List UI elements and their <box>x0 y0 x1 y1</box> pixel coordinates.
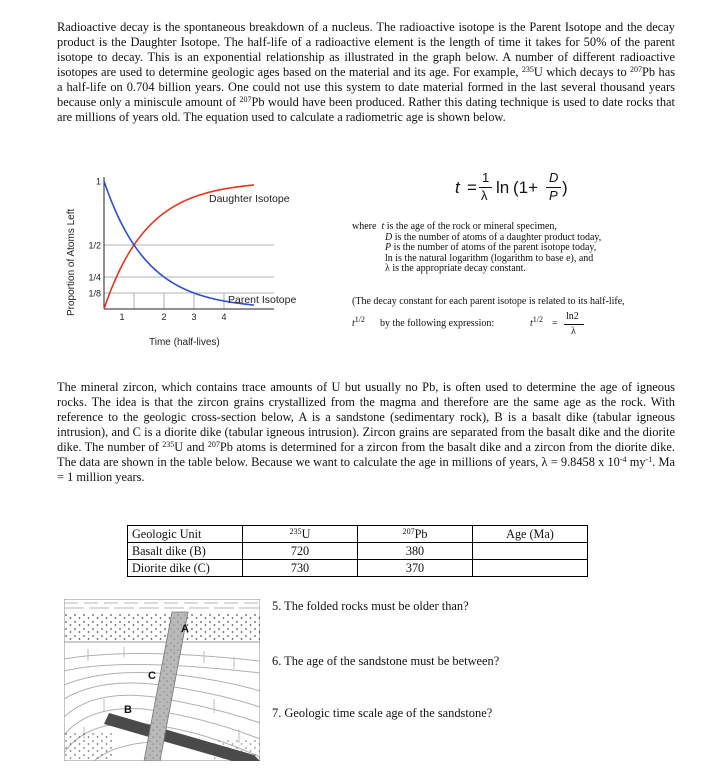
label-c: C <box>148 670 156 682</box>
x-tick-label: 1 <box>119 312 125 322</box>
eq-ln: ln <box>496 178 510 197</box>
question-7: 7. Geologic time scale age of the sandstone? <box>272 706 493 720</box>
cell-pb207: 370 <box>358 560 473 577</box>
cell-pb207: 380 <box>358 543 473 560</box>
cell-age[interactable] <box>473 560 588 577</box>
legend-parent-isotope: Parent Isotope <box>228 294 297 306</box>
x-tick-label: 3 <box>191 312 197 322</box>
y-tick-label: 1/8 <box>88 288 101 299</box>
y-tick-label: 1/2 <box>88 240 101 251</box>
label-a: A <box>181 623 189 635</box>
header-age: Age (Ma) <box>473 526 588 543</box>
legend-daughter-isotope: Daughter Isotope <box>209 193 290 205</box>
eq-lambda: λ <box>481 188 488 203</box>
header-geologic-unit: Geologic Unit <box>128 526 243 543</box>
eq-open: (1+ <box>513 178 539 197</box>
eq-num1: 1 <box>482 170 490 185</box>
header-u235: $^{235}$U <box>243 526 358 543</box>
y-tick-label: 1/4 <box>88 272 101 283</box>
table-row <box>128 543 588 560</box>
label-b: B <box>124 704 132 716</box>
x-tick-label: 4 <box>221 312 227 322</box>
eq-close: ) <box>562 178 568 197</box>
table-row <box>128 560 588 577</box>
question-5: 5. The folded rocks must be older than? <box>272 599 469 613</box>
cell-age[interactable] <box>473 543 588 560</box>
eq-t: t <box>455 178 460 197</box>
cell-u235: 720 <box>243 543 358 560</box>
cell-unit: Diorite dike (C) <box>128 560 243 577</box>
decay-constant-note: (The decay constant for each parent isotope is related to its half-life, <box>352 296 625 307</box>
half-life-expression: $t^{1/2}$ by the following expression: $t^{1/2}$ = ln2 λ <box>352 316 652 342</box>
isotope-data-table <box>127 525 588 577</box>
y-axis-label: Proportion of Atoms Left <box>66 208 77 316</box>
x-tick-label: 2 <box>161 312 167 322</box>
table-header-row <box>128 526 588 543</box>
intro-paragraph: Radioactive decay is the spontaneous breakdown of a nucleus. The radioactive isotope is the Parent Isotope and the decay product is the Daughter Isotope. The half-life of a radioactive element is the length of time it takes for 50% of the parent isotope to decay. This is an exponential relationship as illustrated in the graph below. A number of different radioactive isotopes are used to determine geologic ages based on the material and its age. For example, $^{235}$U which decays to $^{207}$Pb has a half-life on 0.704 billion years. One could not use this system to date material formed in the last several thousand years because only a miniscule amount of $^{207}$Pb would have been produced. Rather this dating technique is used to date rocks that are millions of years old. The equation used to calculate a radiometric age is shown below. <box>57 20 676 124</box>
zircon-paragraph: The mineral zircon, which contains trace amounts of U but usually no Pb, is often used to determine the age of igneous rocks. The idea is that the zircon grains crystallized from the magma and therefore are the same age as the rock. With reference to the geologic cross-section below, A is a sandstone (sedimentary rock), B is a basalt dike (tabular igneous intrusion), and C is a diorite dike (tabular igneous intrusion). Zircon grains are separated from the basalt dike and the diorite dike. The number of $^{235}$U and $^{207}$Pb atoms is determined for a zircon from the basalt dike and a zircon from the diorite dike. The data are shown in the table below. Because we want to calculate the age in millions of years, λ = 9.8458 x $10^{-4}$ $my^{-1}$. Ma = 1 million years. <box>57 380 675 484</box>
geologic-cross-section <box>64 599 260 761</box>
decay-chart <box>60 168 322 352</box>
eq-d: D <box>549 170 559 185</box>
question-6: 6. The age of the sandstone must be between? <box>272 654 500 668</box>
header-pb207: $^{207}$Pb <box>358 526 473 543</box>
cell-unit: Basalt dike (B) <box>128 543 243 560</box>
chart-ticks <box>88 177 226 323</box>
cell-u235: 730 <box>243 560 358 577</box>
x-axis-label: Time (half-lives) <box>149 337 220 348</box>
y-tick-label: 1 <box>95 176 101 187</box>
variable-definitions: where t is the age of the rock or mineral specimen, D is the number of atoms of a daughter product today, P is the number of atoms of the parent isotope today, ln is the natural logarithm (logarithm to base e), and λ is the appropriate decay constant. <box>352 221 602 275</box>
eq-p: P <box>549 188 558 203</box>
eq-equals: = <box>467 178 477 197</box>
